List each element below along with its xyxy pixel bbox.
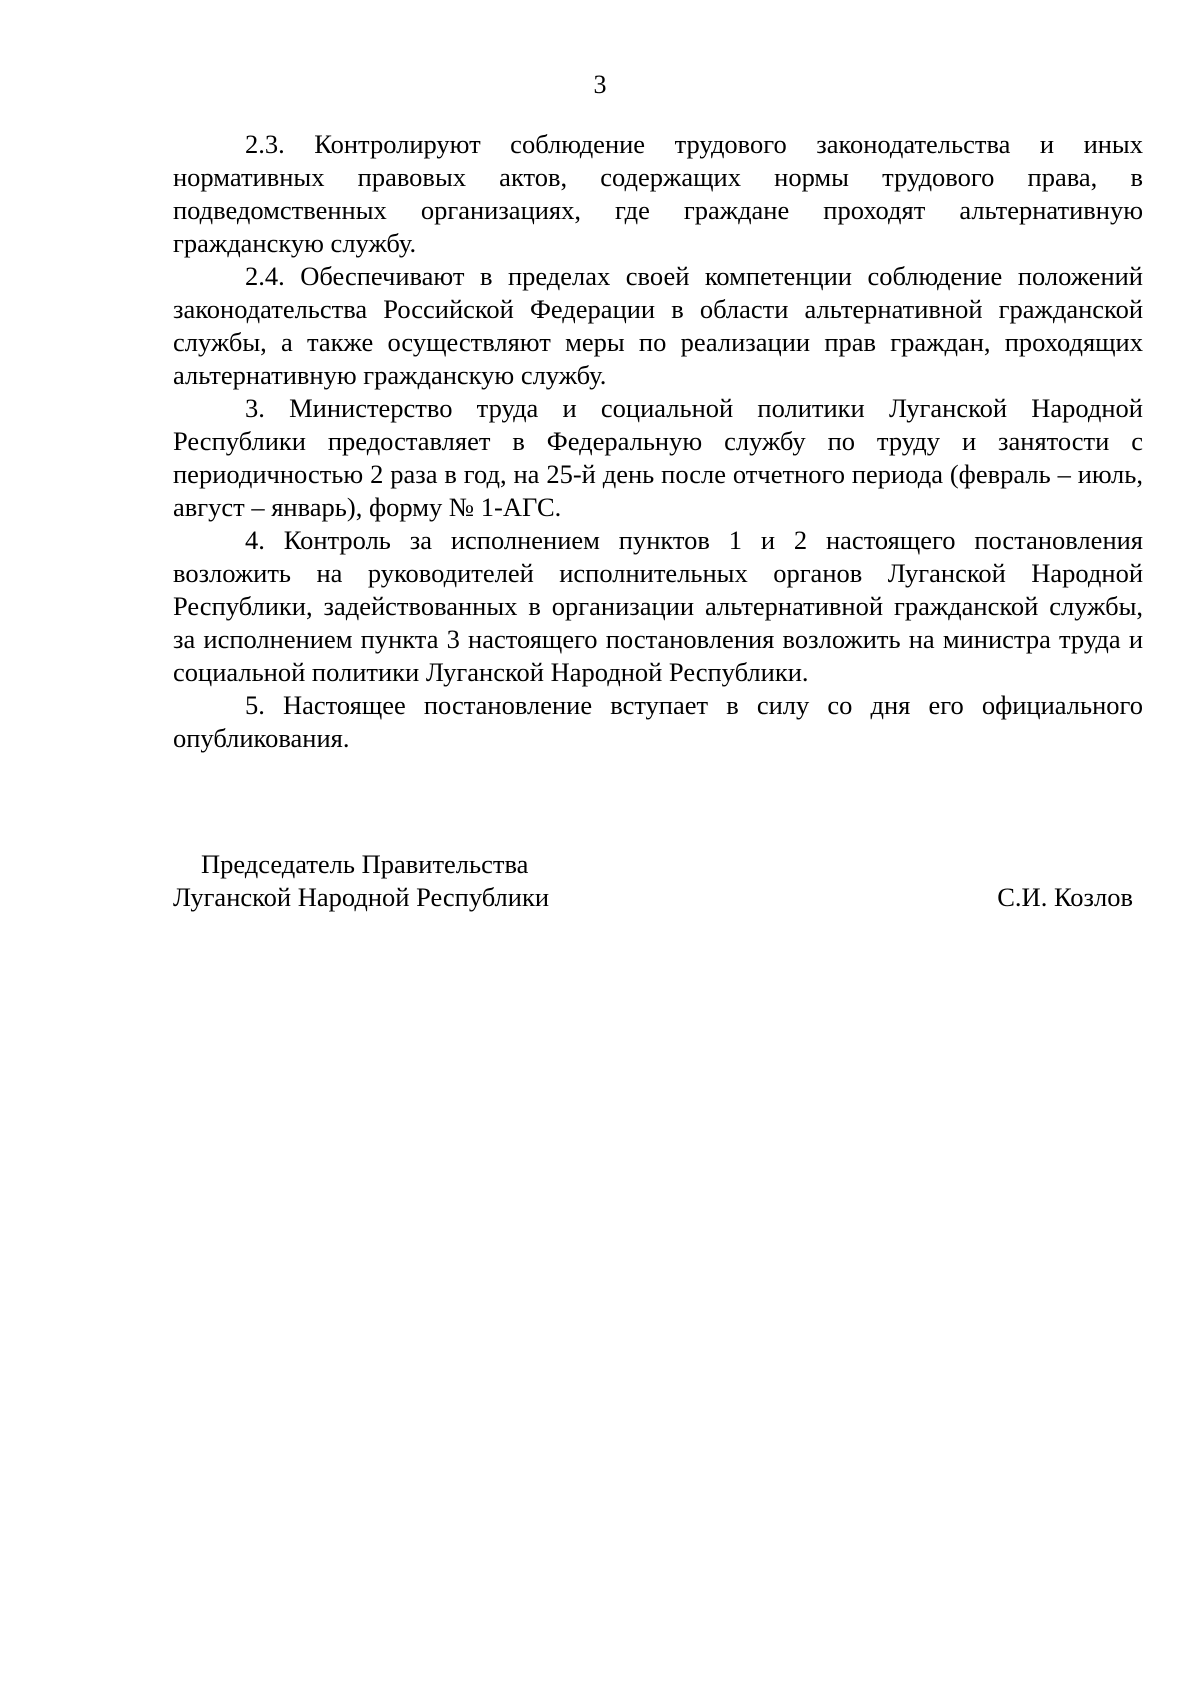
paragraph-4: 4. Контроль за исполнением пунктов 1 и 2 настоящего постановления возложить на руководителей исполнительных органов Луганской Народной Республики, задействованных в организации альтернативной гражданской службы, за исполнением пункта 3 настоящего постановления возложить на министра труда и социальной политики Луганской Народной Республики. bbox=[173, 525, 1143, 687]
paragraph-5: 5. Настоящее постановление вступает в силу со дня его официального опубликования. bbox=[173, 690, 1143, 753]
signatory-name: С.И. Козлов bbox=[997, 882, 1133, 912]
signatory-title-line1: Председатель Правительства bbox=[201, 849, 529, 879]
signature-block bbox=[173, 848, 1143, 914]
paragraph-2-3: 2.3. Контролируют соблюдение трудового законодательства и иных нормативных правовых актов, содержащих нормы трудового права, в подведомственных организациях, где граждане проходят альтернативную гражданскую службу. bbox=[173, 129, 1143, 258]
paragraph-3: 3. Министерство труда и социальной политики Луганской Народной Республики предоставляет в Федеральную службу по труду и занятости с периодичностью 2 раза в год, на 25-й день после отчетного периода (февраль – июль, август – январь), форму № 1-АГС. bbox=[173, 393, 1143, 522]
signatory-title-line2: Луганской Народной Республики bbox=[173, 882, 550, 912]
page-number: 3 bbox=[593, 70, 607, 99]
paragraph-2-4: 2.4. Обеспечивают в пределах своей компетенции соблюдение положений законодательства Российской Федерации в области альтернативной гражданской службы, а также осуществляют меры по реализации прав граждан, проходящих альтернативную гражданскую службу. bbox=[173, 261, 1143, 390]
document-body bbox=[173, 128, 1143, 755]
